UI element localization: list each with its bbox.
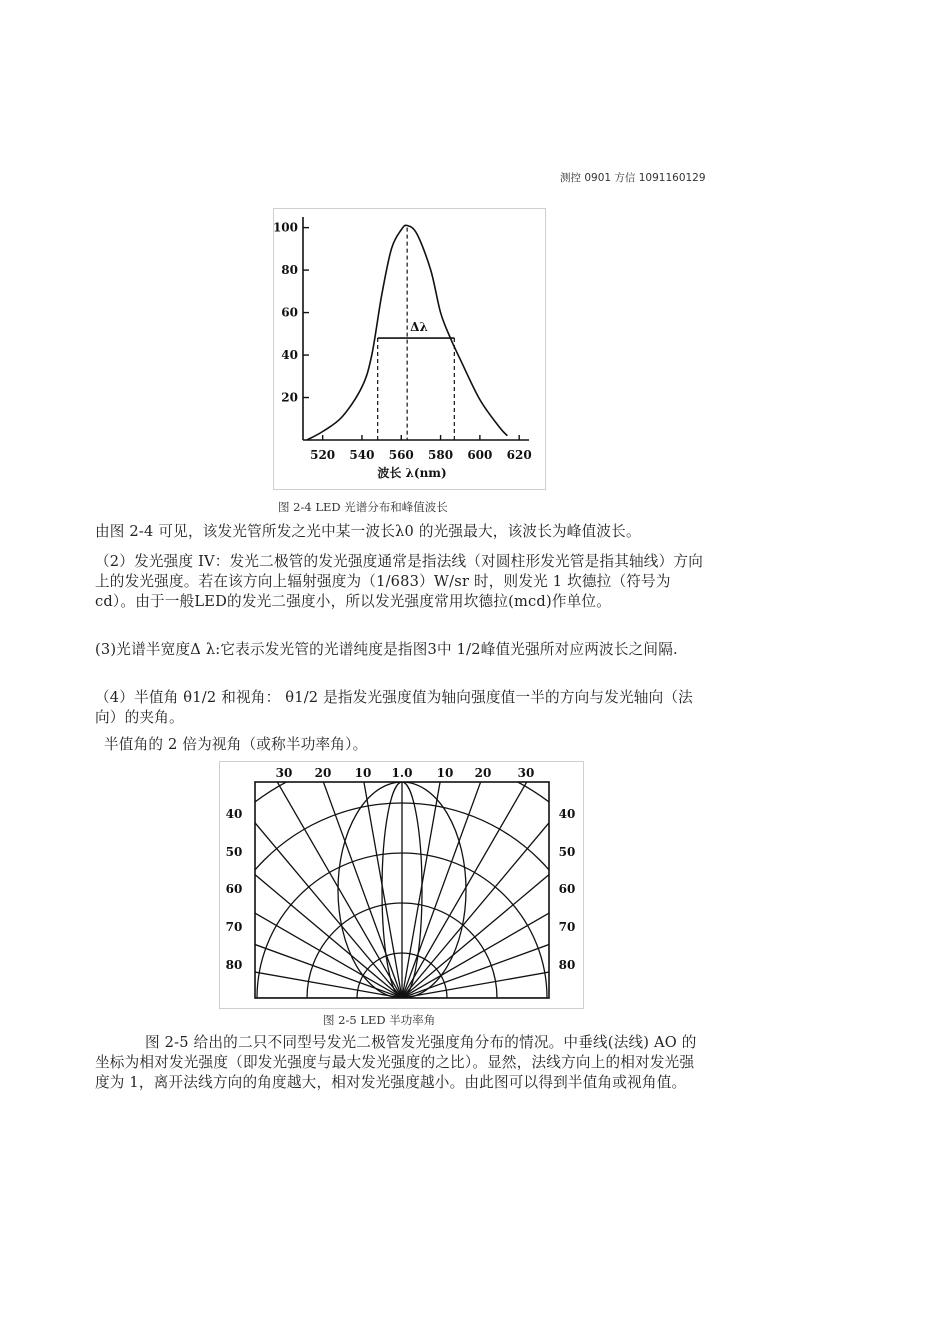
x-tick-label: 540 bbox=[349, 448, 375, 462]
angle-line bbox=[402, 861, 583, 998]
x-tick-label: 620 bbox=[506, 448, 532, 462]
angle-top-label: 10 bbox=[436, 766, 454, 780]
x-tick-label: 580 bbox=[428, 448, 454, 462]
angle-right-label: 50 bbox=[558, 845, 576, 859]
half-power-angle-figure bbox=[219, 761, 584, 1009]
figure-2-5-caption: 图 2-5 LED 半功率角 bbox=[323, 1013, 436, 1027]
angle-line bbox=[220, 861, 402, 998]
spectrum-figure bbox=[273, 208, 546, 490]
figure-2-4-caption: 图 2-4 LED 光谱分布和峰值波长 bbox=[278, 500, 448, 514]
x-tick-label: 600 bbox=[467, 448, 493, 462]
paragraph-viewing-angle: 半值角的 2 倍为视角（或称半功率角）。 bbox=[104, 736, 368, 753]
paragraph-half-value-angle: （4）半值角 θ1/2 和视角： θ1/2 是指发光强度值为轴向强度值一半的方向与发光轴向（法向）的夹角。 bbox=[95, 689, 693, 726]
y-tick-label: 40 bbox=[281, 348, 298, 363]
angle-left-label: 60 bbox=[225, 882, 243, 896]
angle-left-label: 50 bbox=[225, 845, 243, 859]
y-tick-label: 80 bbox=[281, 263, 298, 278]
angle-left-label: 70 bbox=[225, 920, 243, 934]
angle-line bbox=[220, 798, 402, 998]
angle-top-label: 10 bbox=[354, 766, 372, 780]
x-tick-label: 560 bbox=[388, 448, 414, 462]
x-tick-label: 520 bbox=[310, 448, 336, 462]
header-note: 测控 0901 方信 1091160129 bbox=[560, 172, 706, 184]
angle-right-label: 70 bbox=[558, 920, 576, 934]
angle-right-label: 40 bbox=[558, 807, 576, 821]
y-tick-label: 100 bbox=[274, 220, 298, 235]
paragraph-peak-wavelength: 由图 2-4 可见，该发光管所发之光中某一波长λ0 的光强最大，该波长为峰值波长。 bbox=[95, 523, 641, 540]
paragraph-figure-2-5-explanation: 图 2-5 给出的二只不同型号发光二极管发光强度角分布的情况。中垂线(法线) AO 的坐标为相对发光强度（即发光强度与最大发光强度的之比）。显然，法线方向上的相对发光强度为 1，离开法线方向的角度越大，相对发光强度越小。由此图可以得到半值角或视角值。 bbox=[95, 1034, 697, 1091]
angle-right-label: 80 bbox=[558, 958, 576, 972]
delta-lambda-label: Δλ bbox=[410, 320, 428, 335]
paragraph-luminous-intensity: （2）发光强度 IV：发光二极管的发光强度通常是指法线（对圆柱形发光管是指其轴线）方向上的发光强度。若在该方向上辐射强度为（1/683）W/sr 时，则发光 1 坎德拉（符号为 cd）。由于一般LED的发光二强度小，所以发光强度常用坎德拉(mcd)作单位。 bbox=[95, 553, 703, 610]
spectrum-chart bbox=[274, 209, 545, 489]
angle-left-label: 40 bbox=[225, 807, 243, 821]
y-tick-label: 20 bbox=[281, 390, 298, 405]
paragraph-spectral-half-width: (3)光谱半宽度Δ λ:它表示发光管的光谱纯度是指图3中 1/2峰值光强所对应两波长之间隔. bbox=[95, 641, 678, 658]
x-axis-label: 波长 λ(nm) bbox=[377, 466, 447, 480]
angle-left-label: 80 bbox=[225, 958, 243, 972]
angle-top-label: 30 bbox=[517, 766, 535, 780]
angle-top-label: 30 bbox=[275, 766, 293, 780]
angle-right-label: 60 bbox=[558, 882, 576, 896]
angle-top-label: 20 bbox=[314, 766, 332, 780]
y-tick-label: 60 bbox=[281, 305, 298, 320]
angle-top-label: 1.0 bbox=[391, 766, 413, 780]
angle-top-label: 20 bbox=[474, 766, 492, 780]
polar-diagram bbox=[220, 762, 583, 1008]
